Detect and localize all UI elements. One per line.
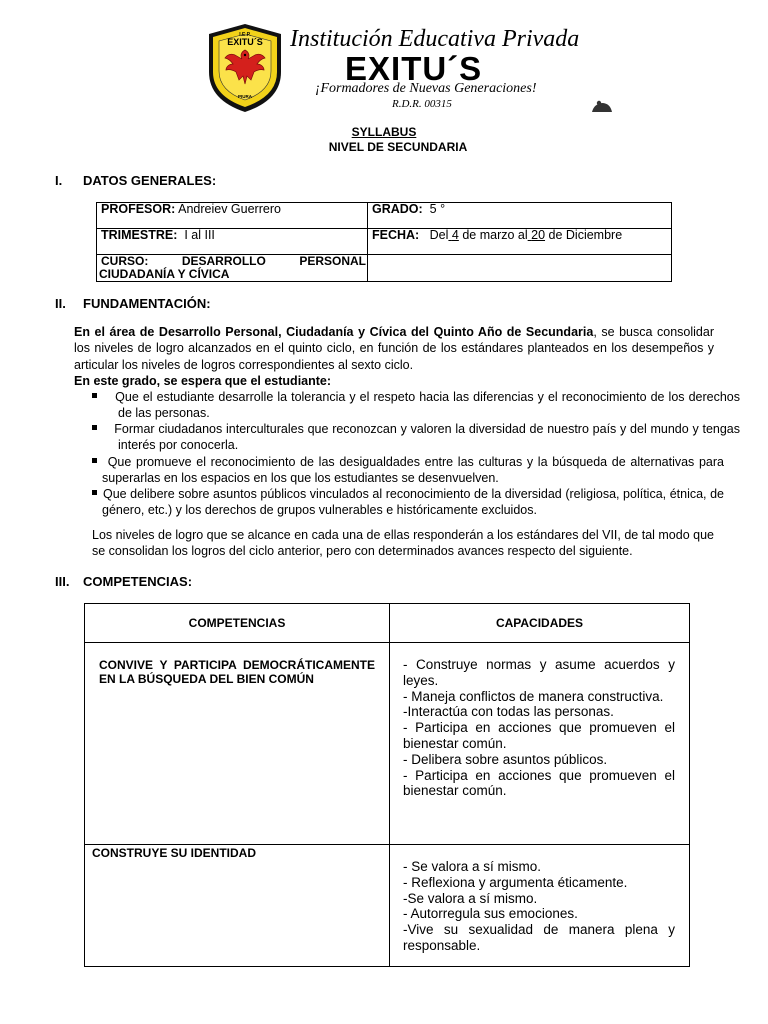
school-motto: ¡Formadores de Nuevas Generaciones! [315, 81, 537, 96]
school-rdr: R.D.R. 00315 [392, 98, 452, 110]
general-data-table [96, 202, 672, 282]
section-heading-2 [55, 296, 211, 311]
capacidad-item: - Delibera sobre asuntos públicos. [403, 751, 608, 767]
bullet-text: Que delibere sobre asuntos públicos vinculados al reconocimiento de la diversidad (religiosa, política, étnica, de género, etc.) y los derechos de grupos vulnerables e históricamente excluidos. [102, 487, 724, 518]
bullet-square-icon [92, 458, 97, 463]
table-row [85, 845, 690, 967]
section-number: II. [55, 296, 66, 311]
capacidad-item: - Se valora a sí mismo. [403, 859, 542, 874]
section-heading-3 [55, 574, 192, 589]
intro-bold: En el área de Desarrollo Personal, Ciudadanía y Cívica del Quinto Año de Secundaria [74, 325, 594, 339]
capacidad-item: - Participa en acciones que promueven el bienestar común. [403, 720, 675, 751]
capacidades-cell [390, 845, 690, 967]
fecha-end-day-value: 20 [531, 228, 546, 242]
section-number: I. [55, 173, 63, 188]
capacidad-item: - Reflexiona y argumenta éticamente. [403, 874, 628, 890]
crest-name-text: EXITU´S [227, 37, 263, 47]
header-capacidades: CAPACIDADES [390, 604, 690, 643]
table-row [85, 643, 690, 845]
bullet-item [92, 389, 740, 422]
fecha-del: Del [429, 228, 449, 242]
grado-value: 5 ° [429, 202, 446, 216]
intro-rest: , se busca consolidar los niveles de logro alcanzados en el quinto ciclo, en función de los estándares planteados en los desempeños y articular los niveles de logros correspondientes al sexto ciclo. [74, 325, 714, 372]
capacidad-item: -Interactúa con todas las personas. [403, 704, 614, 720]
bullet-square-icon [92, 490, 97, 495]
competencia-name: CONVIVE Y PARTICIPA DEMOCRÁTICAMENTE EN LA BÚSQUEDA DEL BIEN COMÚN [99, 658, 375, 686]
section-title: DATOS GENERALES: [83, 173, 217, 188]
section-title: COMPETENCIAS: [83, 574, 193, 589]
crest-bottom-text: PIURA [237, 94, 253, 99]
trimestre-cell [97, 229, 368, 255]
bullet-text: Formar ciudadanos interculturales que reconozcan y valoren la diversidad de nuestro país y del mundo y tengas interés por conocerla. [114, 422, 741, 453]
fecha-end-day [528, 228, 545, 242]
capacidad-item: - Autorregula sus emociones. [403, 906, 578, 922]
trimestre-label: TRIMESTRE: [101, 228, 178, 242]
profesor-label: PROFESOR: [101, 202, 176, 216]
grado-label: GRADO: [372, 202, 423, 216]
competencias-table [84, 603, 690, 967]
capacidad-item: - Participa en acciones que promueven el bienestar común. [403, 767, 675, 799]
curso-label: CURSO: [101, 254, 149, 268]
bullet-square-icon [92, 425, 97, 430]
fecha-start-day-value: 4 [451, 228, 459, 242]
competencia-name: CONSTRUYE SU IDENTIDAD [92, 846, 257, 860]
doc-subtitle: NIVEL DE SECUNDARIA [328, 140, 468, 154]
school-name: EXITU´S [345, 50, 483, 87]
profesor-value: Andreiev Guerrero [178, 202, 281, 216]
capacidad-item: -Se valora a sí mismo. [403, 890, 538, 906]
fecha-label: FECHA: [372, 228, 420, 242]
curso-line-2: CIUDADANÍA Y CÍVICA [99, 267, 230, 281]
empty-cell [368, 255, 672, 282]
grade-intro: En este grado, se espera que el estudiante: [74, 374, 332, 388]
bullet-item [92, 421, 740, 454]
mouse-icon [590, 100, 614, 114]
capacidad-item: - Maneja conflictos de manera constructiva. [403, 688, 664, 704]
bullet-text: Que el estudiante desarrolle la tolerancia y el respeto hacia las diferencias y el reconocimiento de los derechos de las personas. [115, 390, 740, 421]
grado-cell [368, 203, 672, 229]
capacidad-item: -Vive su sexualidad de manera plena y responsable. [403, 922, 675, 953]
bullet-item [92, 454, 724, 487]
fundamentacion-closing: Los niveles de logro que se alcance en cada una de ellas responderán a los estándares del VII, de tal modo que se consolidan los logros del ciclo anterior, pero con determinados avances respecto del siguiente. [92, 528, 714, 559]
doc-title: SYLLABUS [351, 125, 417, 139]
profesor-cell [97, 203, 368, 229]
trimestre-value: I al III [184, 228, 215, 242]
fecha-cell [368, 229, 672, 255]
fecha-start-day [448, 228, 458, 242]
curso-word-1: DESARROLLO [181, 254, 266, 268]
header-competencias: COMPETENCIAS [85, 604, 390, 643]
institution-title: Institución Educativa Privada [290, 26, 580, 52]
curso-cell [97, 255, 368, 282]
section-heading-1 [55, 173, 216, 188]
curso-word-2: PERSONAL [299, 254, 366, 268]
competencia-cell [85, 845, 390, 967]
fecha-start-month: de marzo al [462, 228, 528, 242]
fecha-end-month: de Diciembre [548, 228, 623, 242]
competencia-cell [85, 643, 390, 845]
capacidad-item: - Construye normas y asume acuerdos y leyes. [403, 657, 675, 688]
section-number: III. [55, 574, 70, 589]
fundamentacion-intro [74, 324, 714, 373]
bullet-square-icon [92, 393, 97, 398]
school-crest-logo [205, 22, 285, 114]
capacidades-cell [390, 643, 690, 845]
section-title: FUNDAMENTACIÓN: [83, 296, 211, 311]
bullet-text: Que promueve el reconocimiento de las desigualdades entre las culturas y la búsqueda de alternativas para superarlas en los espacios en los que los estudiantes se desenvuelven. [102, 455, 724, 486]
crest-top-text: I.E.P. [239, 32, 251, 38]
bullet-item [92, 486, 724, 519]
